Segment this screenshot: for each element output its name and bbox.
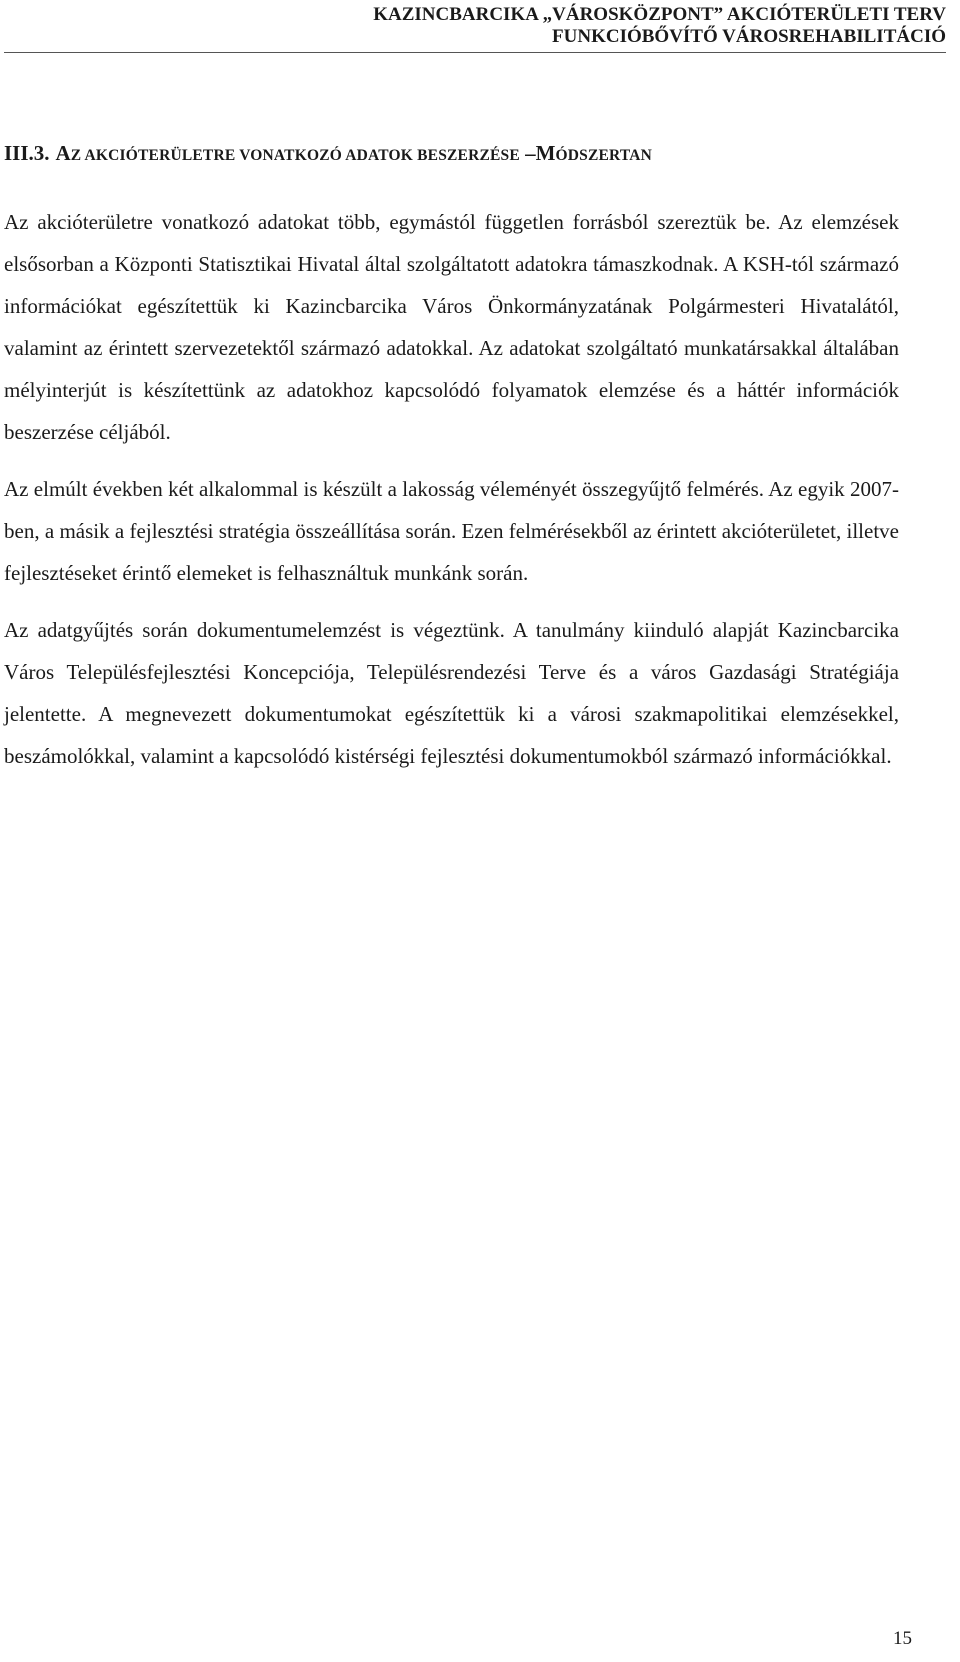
section-title-dash: – xyxy=(519,141,536,165)
section-title-rest-1: Z AKCIÓTERÜLETRE VONATKOZÓ ADATOK BESZERZÉSE xyxy=(70,147,520,164)
paragraph-data-sources: Az akcióterületre vonatkozó adatokat több, egymástól független forrásból szereztük be. Az elemzések elsősorban a Központi Statisztikai Hivatal által szolgáltatott adatokra támaszkodnak. A KSH-tól származó információkat egészítettük ki Kazincbarcika Város Önkormányzatának Polgármesteri Hivatalától, valamint az érintett szervezetektől származó adatokkal. Az adatokat szolgáltató munkatársakkal általában mélyinterjút is készítettünk az adatokhoz kapcsolódó folyamatok elemzése és a háttér információk beszerzése céljából. xyxy=(4,210,899,444)
paragraph-document-analysis: Az adatgyűjtés során dokumentumelemzést is végeztünk. A tanulmány kiinduló alapját Kazincbarcika Város Településfejlesztési Koncepciója, Településrendezési Terve és a város Gazdasági Stratégiája jelentette. A megnevezett dokumentumokat egészítettük ki a városi szakmapolitikai elemzésekkel, beszámolókkal, valamint a kapcsolódó kistérségi fejlesztési dokumentumokból származó információkkal. xyxy=(4,618,899,768)
header-divider xyxy=(4,52,946,53)
running-header xyxy=(46,4,946,48)
section-title-rest-2: ÓDSZERTAN xyxy=(555,147,653,164)
running-header-line-1: KAZINCBARCIKA „VÁROSKÖZPONT” AKCIÓTERÜLETI TERV xyxy=(373,4,946,25)
running-header-line-2: FUNKCIÓBŐVÍTŐ VÁROSREHABILITÁCIÓ xyxy=(552,26,946,47)
body-text xyxy=(4,201,899,792)
section-title-initial-2: M xyxy=(535,141,556,165)
page-number: 15 xyxy=(893,1628,912,1649)
section-heading xyxy=(4,140,944,169)
section-title-initial-1: A xyxy=(55,141,71,165)
paragraph-surveys: Az elmúlt években két alkalommal is készült a lakosság véleményét összegyűjtő felmérés. Az egyik 2007-ben, a másik a fejlesztési stratégia összeállítása során. Ezen felmérésekből az érintett akcióterületet, illetve fejlesztéseket érintő elemeket is felhasználtuk munkánk során. xyxy=(4,477,899,585)
section-number: III.3. xyxy=(4,141,50,165)
